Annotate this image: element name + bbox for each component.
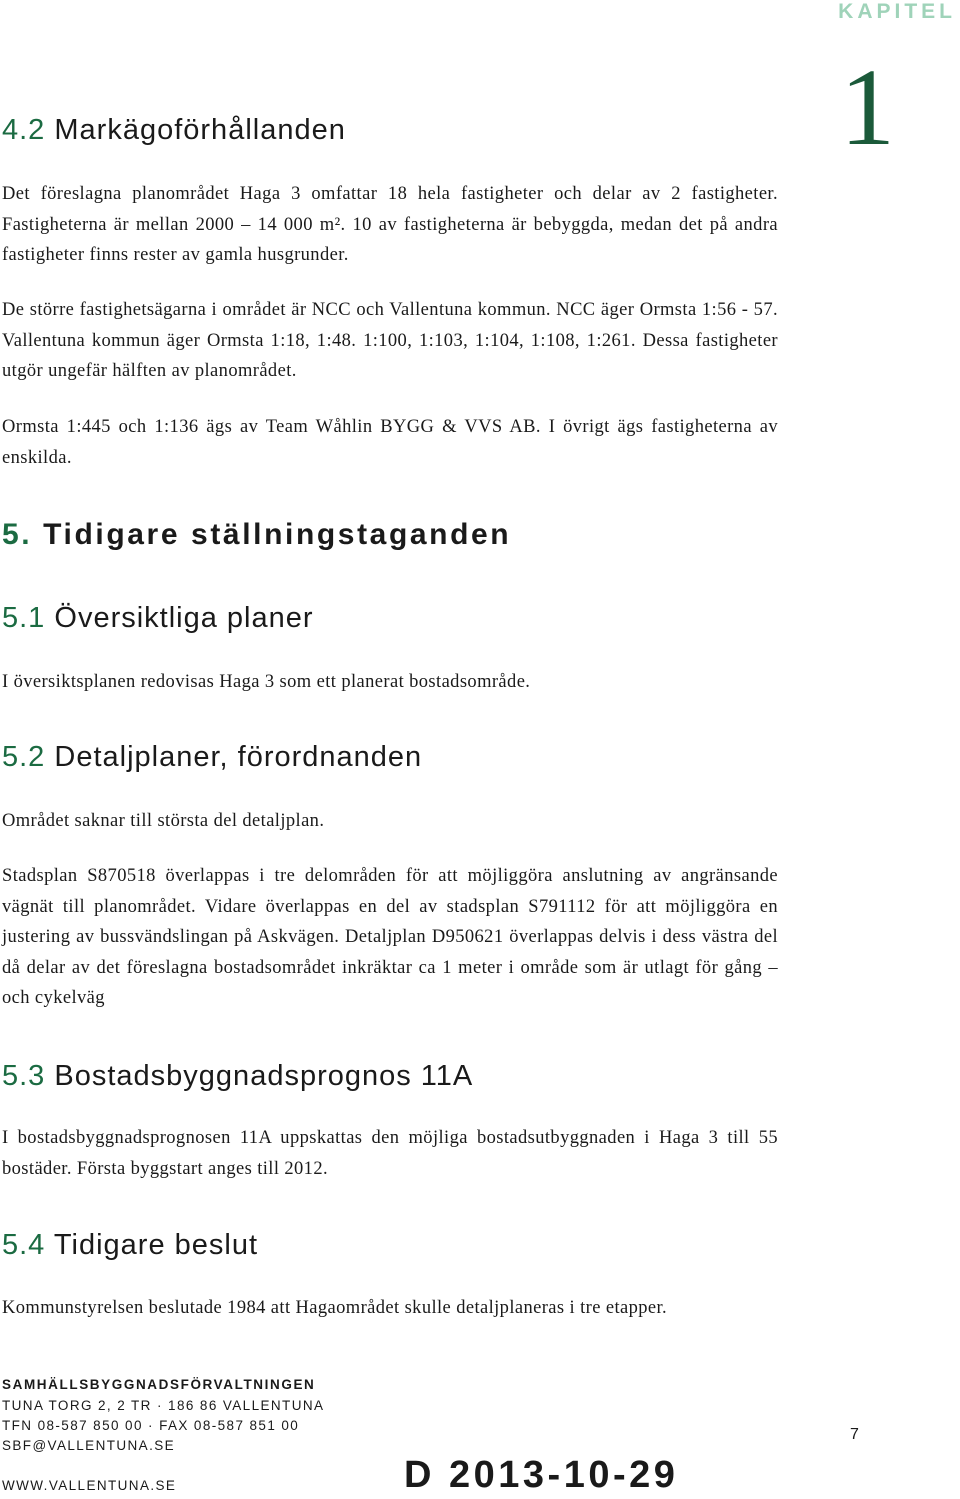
footer-email[interactable]: SBF@VALLENTUNA.SE <box>2 1438 176 1453</box>
paragraph: I översiktsplanen redovisas Haga 3 som ett planerat bostadsområde. <box>2 672 531 692</box>
section-number: 5.4 <box>2 1229 46 1261</box>
heading-4-2 <box>2 114 346 147</box>
footer-address: TUNA TORG 2, 2 TR · 186 86 VALLENTUNA <box>2 1398 325 1413</box>
footer-phone-fax: TFN 08-587 850 00 · FAX 08-587 851 00 <box>2 1418 300 1433</box>
section-number: 5. <box>2 518 33 551</box>
heading-5-4 <box>2 1229 258 1262</box>
section-number: 5.2 <box>2 741 46 773</box>
section-number: 5.1 <box>2 602 46 634</box>
heading-5-2 <box>2 741 422 774</box>
paragraph: Kommunstyrelsen beslutade 1984 att Hagaområdet skulle detaljplaneras i tre etapper. <box>2 1298 668 1318</box>
document-id: D 2013-10-29 <box>404 1454 679 1496</box>
paragraph: I bostadsbyggnadsprognosen 11A uppskattas den möjliga bostadsutbyggnaden i Haga 3 till 55 bostäder. Första byggstart anges till 2012. <box>2 1128 778 1179</box>
footer-website[interactable]: WWW.VALLENTUNA.SE <box>2 1478 177 1493</box>
paragraph: Ormsta 1:445 och 1:136 ägs av Team Wåhlin BYGG & VVS AB. I övrigt ägs fastigheterna av enskilda. <box>2 417 778 468</box>
chapter-label: KAPITEL <box>838 0 956 23</box>
footer-organization: SAMHÄLLSBYGGNADSFÖRVALTNINGEN <box>2 1377 316 1392</box>
chapter-number: 1 <box>840 46 895 168</box>
section-title: Tidigare ställningstaganden <box>43 518 512 551</box>
heading-5-1 <box>2 602 314 635</box>
section-number: 4.2 <box>2 114 46 146</box>
section-title: Detaljplaner, förordnanden <box>54 741 423 773</box>
section-title: Tidigare beslut <box>53 1229 259 1261</box>
paragraph: De större fastighetsägarna i området är NCC och Vallentuna kommun. NCC äger Ormsta 1:56 - 57. Vallentuna kommun äger Ormsta 1:18, 1:48. 1:100, 1:103, 1:104, 1:108, 1:261. Dessa fastigheter utgör ungefär hälften av planområdet. <box>2 300 778 381</box>
paragraph: Det föreslagna planområdet Haga 3 omfattar 18 hela fastigheter och delar av 2 fastigheter. Fastigheterna är mellan 2000 – 14 000 m². 10 av fastigheterna är bebyggda, medan det på andra fastigheter finns rester av gamla husgrunder. <box>2 184 778 265</box>
heading-5 <box>2 518 511 552</box>
page-number: 7 <box>850 1426 859 1443</box>
heading-5-3 <box>2 1060 473 1093</box>
section-title: Markägoförhållanden <box>54 114 346 146</box>
paragraph: Området saknar till största del detaljplan. <box>2 811 325 831</box>
section-title: Översiktliga planer <box>54 602 314 634</box>
paragraph: Stadsplan S870518 överlappas i tre delområden för att möjliggöra anslutning av angränsande vägnät till planområdet. Vidare överlappas en del av stadsplan S791112 för att möjliggöra en justering av bussvändslingan på Askvägen. Detaljplan D950621 överlappas delvis i dess västra del då delar av det föreslagna bostadsområdet inkräktar ca 1 meter i område som är utlagt för gång – och cykelväg <box>2 866 778 1008</box>
section-number: 5.3 <box>2 1060 46 1092</box>
section-title: Bostadsbyggnadsprognos 11A <box>54 1060 474 1092</box>
